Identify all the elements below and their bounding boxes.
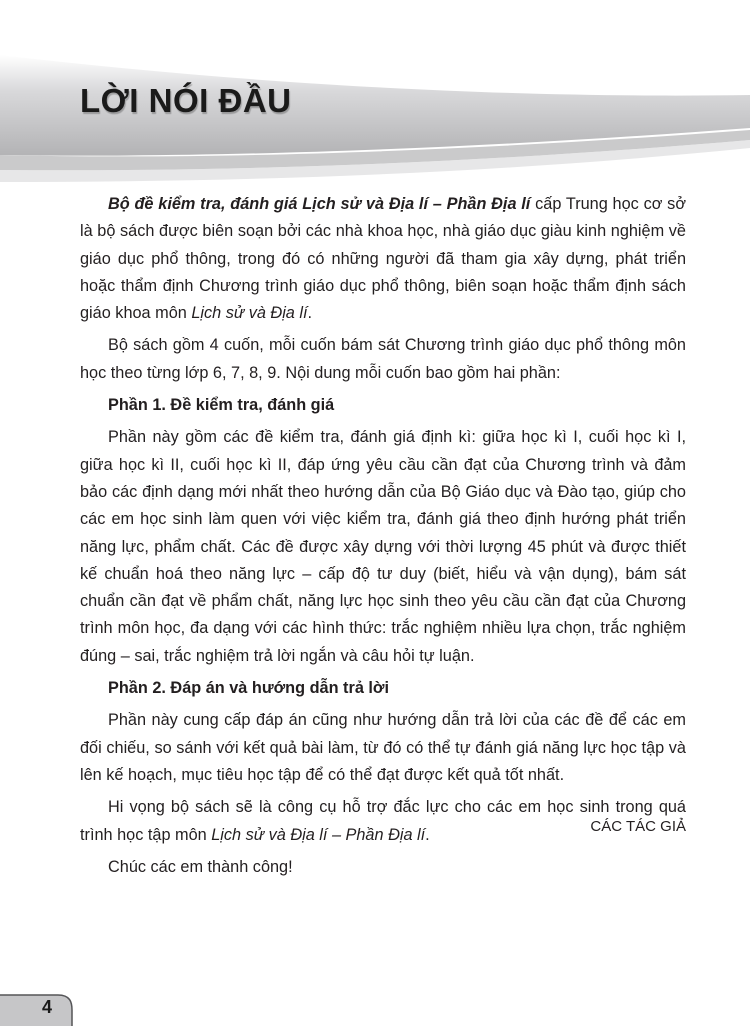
authors-signature: CÁC TÁC GIẢ [590,818,686,835]
intro-text: cấp Trung học cơ sở là bộ sách được biên soạn bởi các nhà khoa học, nhà giáo dục giàu kinh nghiệm về giáo dục phổ thông, trong đó có những người đã tham gia xây dựng, phát triển hoặc thẩm định Chương trình giáo dục phổ thông, biên soạn hoặc thẩm định sách giáo khoa môn [80,195,686,323]
series-paragraph: Bộ sách gồm 4 cuốn, mỗi cuốn bám sát Chương trình giáo dục phổ thông môn học theo từng lớp 6, 7, 8, 9. Nội dung mỗi cuốn bao gồm hai phần: [80,336,686,382]
page-number: 4 [41,997,52,1017]
intro-paragraph [80,191,686,327]
part-2-paragraph: Phần này cung cấp đáp án cũng như hướng dẫn trả lời của các đề để các em đối chiếu, so sánh với kết quả bài làm, từ đó có thể tự đánh giá năng lực học tập và lên kế hoạch, mục tiêu học tập để có thể đạt được kết quả tốt nhất. [80,711,686,784]
preface-body [80,191,686,886]
subject-name: Lịch sử và Địa lí [191,304,308,323]
book-title: Bộ đề kiểm tra, đánh giá Lịch sử và Địa lí – Phần Địa lí [108,195,531,213]
part-1-heading: Phần 1. Đề kiểm tra, đánh giá [108,396,335,415]
part-2-heading: Phần 2. Đáp án và hướng dẫn trả lời [108,679,390,698]
wish-paragraph: Chúc các em thành công! [108,857,293,876]
page-title: LỜI NÓI ĐẦU [80,82,292,119]
closing-subject: Lịch sử và Địa lí – Phần Địa lí [211,825,426,844]
closing-text: Hi vọng bộ sách sẽ là công cụ hỗ trợ đắc lực cho các em học sinh trong quá trình học tập môn [80,798,686,844]
intro-end: . [307,304,313,323]
part-1-paragraph: Phần này gồm các đề kiểm tra, đánh giá định kì: giữa học kì I, cuối học kì I, giữa học kì II, cuối học kì II, đáp ứng yêu cầu cần đạt của Chương trình và đảm bảo các định dạng mới nhất theo hướng dẫn của Bộ Giáo dục và Đào tạo, giúp cho các em học sinh làm quen với việc kiểm tra, đánh giá theo định hướng phát triển năng lực, phẩm chất. Các đề được xây dựng với thời lượng 45 phút và được thiết kế chuẩn hoá theo năng lực – cấp độ tư duy (biết, hiểu và vận dụng), bám sát chuẩn cần đạt về phẩm chất, năng lực học sinh theo yêu cầu cần đạt của Chương trình môn học, đa dạng với các hình thức: trắc nghiệm nhiều lựa chọn, trắc nghiệm đúng – sai, trắc nghiệm trả lời ngắn và câu hỏi tự luận. [80,428,686,665]
closing-end: . [425,825,430,844]
